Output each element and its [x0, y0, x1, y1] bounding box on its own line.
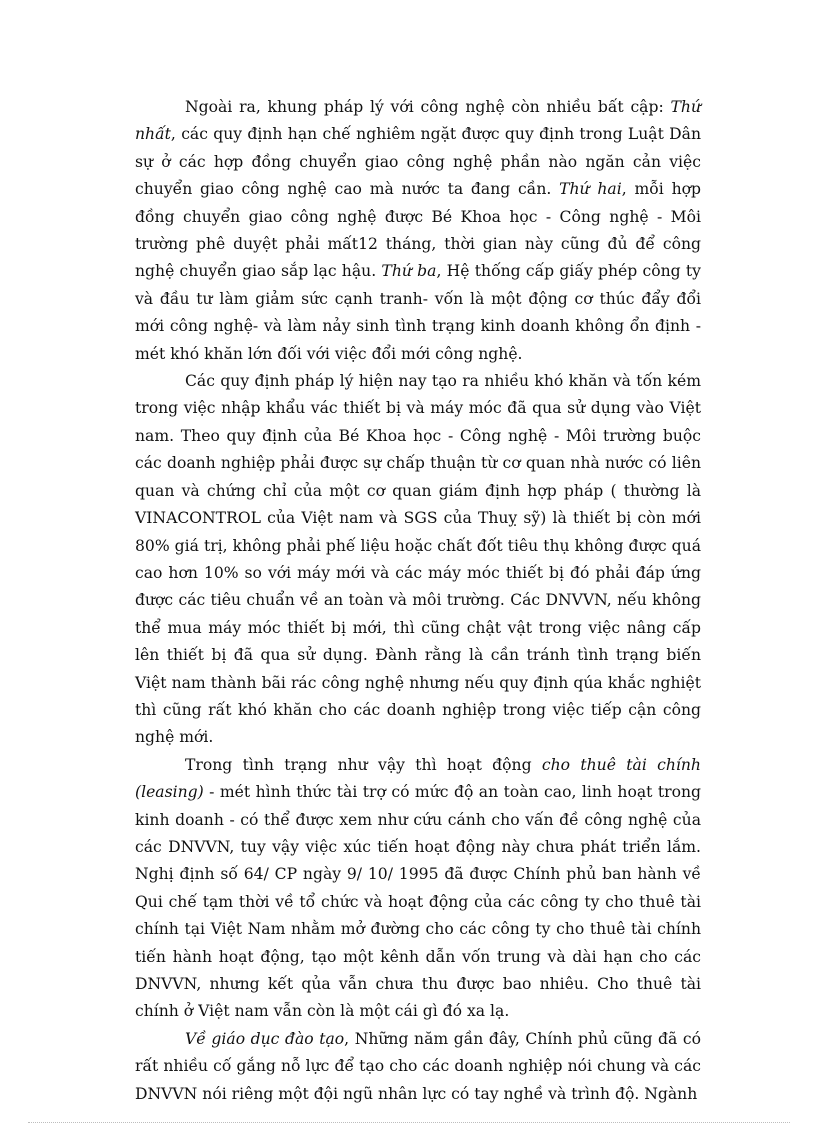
document-body	[135, 94, 701, 1108]
italic-segment: Về giáo dục đào tạo	[185, 1029, 345, 1048]
italic-segment: cho thuê tài chính (leasing)	[135, 755, 701, 802]
text-segment: , Hệ thống cấp giấy phép công ty và đầu tư làm giảm sức cạnh tranh- vốn là một động cơ thúc đẩy đổi mới công nghệ- và làm nảy sinh tình trạng kinh doanh không ổn định - mét khó khăn lớn đối với việc đổi mới công nghệ.	[135, 262, 701, 363]
text-segment: , Những năm gần đây, Chính phủ cũng đã có rất nhiều cố gắng nỗ lực để tạo cho các doanh nghiệp nói chung và các DNVVN nói riêng một đội ngũ nhân lực có tay nghề và trình độ. Ngành	[135, 1029, 702, 1103]
text-segment: , các quy định hạn chế nghiêm ngặt được quy định trong Luật Dân sự ở các hợp đồng chuyển giao công nghệ phần nào ngăn cản việc chuyển giao công nghệ cao mà nước ta đang cần.	[135, 125, 701, 199]
paragraph-equipment-import-rules	[135, 368, 701, 752]
italic-segment: Thứ hai	[559, 180, 622, 199]
text-segment: , mỗi hợp đồng chuyển giao công nghệ được Bé Khoa học - Công nghệ - Môi trường phê duyệt phải mất12 tháng, thời gian này cũng đủ để công nghệ chuyển giao sắp lạc hậu.	[135, 180, 701, 281]
text-segment: Trong tình trạng như vậy thì hoạt động	[185, 755, 542, 774]
italic-segment: Thứ nhất	[135, 98, 701, 144]
text-segment: - mét hình thức tài trợ có mức độ an toàn cao, linh hoạt trong kinh doanh - có thể được xem như cứu cánh cho vấn đề công nghệ của các DNVVN, tuy vậy việc xúc tiến hoạt động này chưa phát triển lắm. Nghị định số 64/ CP ngày 9/ 10/ 1995 đã được Chính phủ ban hành về Qui chế tạm thời về tổ chức và hoạt động của các công ty cho thuê tài chính tại Việt Nam nhằm mở đường cho các công ty cho thuê tài chính tiến hành hoạt động, tạo một kênh dẫn vốn trung và dài hạn cho các DNVVN, nhưng kết qủa vẫn chưa thu được bao nhiêu. Cho thuê tài chính ở Việt nam vẫn còn là một cái gì đó xa lạ.	[135, 783, 701, 1021]
text-segment: Các quy định pháp lý hiện nay tạo ra nhiều khó khăn và tốn kém trong việc nhập khẩu vác thiết bị và máy móc đã qua sử dụng vào Việt nam. Theo quy định của Bé Khoa học - Công nghệ - Môi trường buộc các doanh nghiệp phải được sự chấp thuận từ cơ quan nhà nước có liên quan và chứng chỉ của một cơ quan giám định hợp pháp ( thường là VINACONTROL của Việt nam và SGS của Thuỵ sỹ) là thiết bị còn mới 80% giá trị, không phải phế liệu hoặc chất đốt tiêu thụ không được quá cao hơn 10% so với máy mới và các máy móc thiết bị đó phải đáp ứng được các tiêu chuẩn về an toàn và môi trường. Các DNVVN, nếu không thể mua máy móc thiết bị mới, thì cũng chật vật trong việc nâng cấp lên thiết bị đã qua sử dụng. Đành rằng là cần tránh tình trạng biến Việt nam thành bãi rác công nghệ nhưng nếu quy định qúa khắc nghiệt thì cũng rất khó khăn cho các doanh nghiệp trong việc tiếp cận công nghệ mới.	[135, 372, 701, 747]
text-segment: Ngoài ra, khung pháp lý với công nghệ còn nhiều bất cập:	[185, 98, 671, 116]
paragraph-leasing	[135, 752, 701, 1026]
paragraph-technology-legal-framework	[135, 94, 701, 368]
paragraph-education-training	[135, 1026, 701, 1108]
italic-segment: Thứ ba	[381, 262, 437, 281]
